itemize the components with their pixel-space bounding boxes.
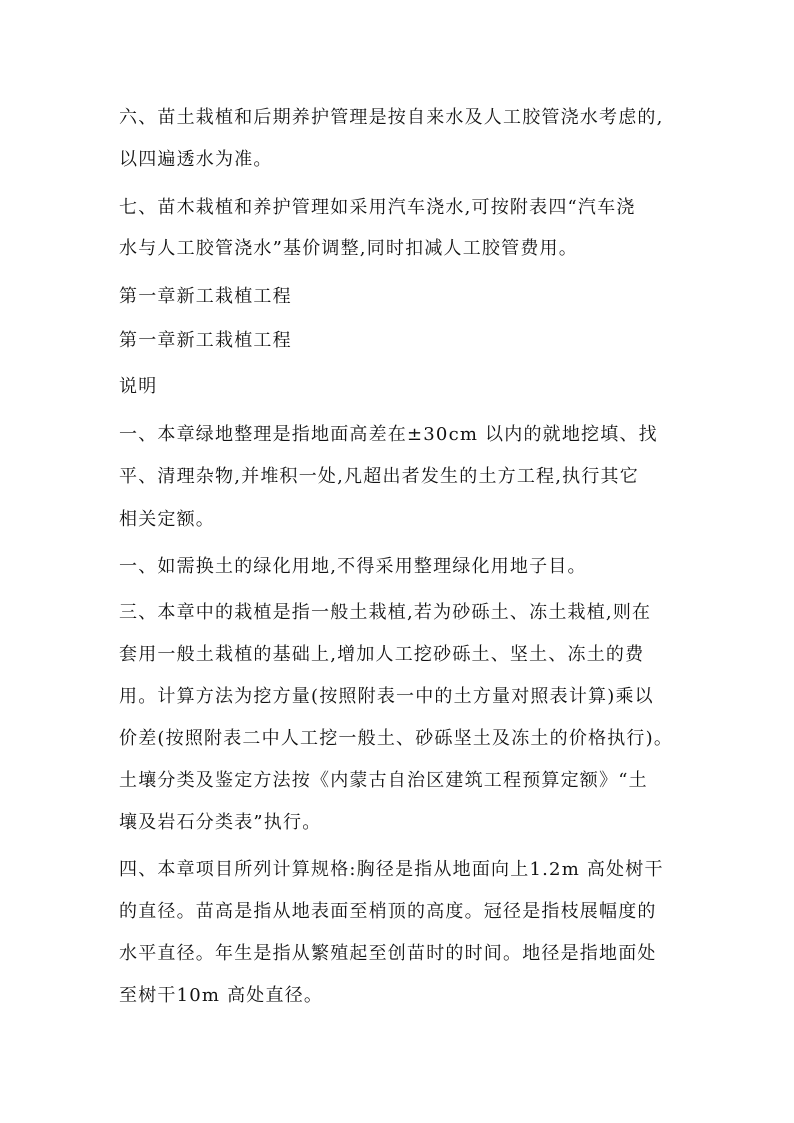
chapter-heading: 第一章新工栽植工程: [119, 286, 292, 307]
text-line: 套用一般土栽植的基础上,增加人工挖砂砾土、坚土、冻土的费: [119, 644, 645, 665]
chapter-heading: 第一章新工栽植工程: [119, 330, 292, 351]
text-line: 用。计算方法为挖方量(按照附表一中的土方量对照表计算)乘以: [119, 686, 654, 707]
text-line: 平、清理杂物,并堆积一处,凡超出者发生的土方工程,执行其它: [119, 466, 639, 487]
text-line: 六、苗土栽植和后期养护管理是按自来水及人工胶管浇水考虑的,: [119, 107, 664, 128]
text-line: 三、本章中的栽植是指一般土栽植,若为砂砾土、冻土栽植,则在: [119, 602, 652, 623]
text-line: 土壤分类及鉴定方法按《内蒙古自治区建筑工程预算定额》“土: [119, 770, 648, 791]
text-line: 价差(按照附表二中人工挖一般土、砂砾坚土及冻土的价格执行)。: [119, 728, 674, 749]
text-line: 以四遍透水为准。: [119, 149, 273, 170]
text-line: 壤及岩石分类表”执行。: [119, 812, 322, 833]
text-line: 水平直径。年生是指从繁殖起至创苗时的时间。地径是指地面处: [119, 943, 657, 964]
text-line: 水与人工胶管浇水”基价调整,同时扣减人工胶管费用。: [119, 238, 578, 259]
text-line: 七、苗木栽植和养护管理如采用汽车浇水,可按附表四“汽车浇: [119, 197, 636, 218]
text-line: 一、本章绿地整理是指地面高差在±30cm 以内的就地挖填、找: [119, 424, 658, 445]
section-heading: 说明: [119, 376, 158, 397]
text-line: 至树干10m 高处直径。: [119, 985, 324, 1006]
text-line: 的直径。苗高是指从地表面至梢顶的高度。冠径是指枝展幅度的: [119, 901, 657, 922]
text-line: 一、如需换土的绿化用地,不得采用整理绿化用地子目。: [119, 556, 587, 577]
text-line: 相关定额。: [119, 509, 215, 530]
text-line: 四、本章项目所列计算规格:胸径是指从地面向上1.2m 高处树干: [119, 859, 664, 880]
